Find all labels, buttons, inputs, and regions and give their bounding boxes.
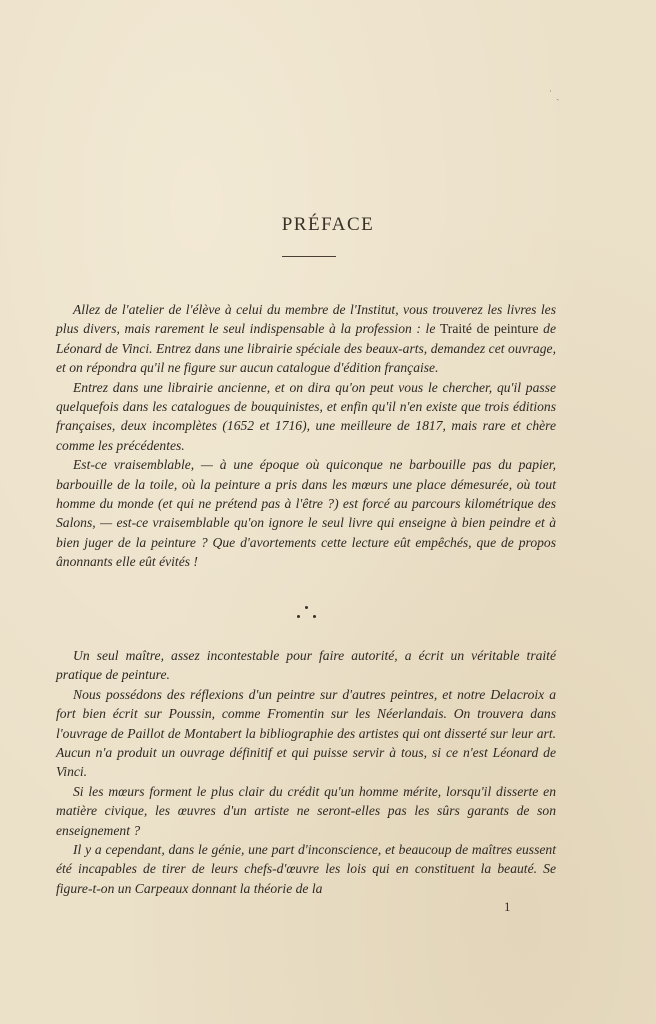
paragraph-6: Si les mœurs forment le plus clair du crédit qu'un homme mérite, lorsqu'il disserte en matière civique, les œuvres d'un artiste ne seront-elles pas les sûrs garants de son enseignement ? (56, 783, 556, 838)
preface-block-2 (56, 646, 556, 898)
preface-block-1 (56, 300, 556, 572)
paragraph-4: Un seul maître, assez incontestable pour faire autorité, a écrit un véritable traité pratique de peinture. (56, 648, 556, 683)
paragraph-1-start: Allez de l'atelier de l'élève à celui du membre de l'Institut, vous trouverez les livres les plus divers, mais rarement le seul indispensable à la profession : le (56, 302, 556, 337)
paragraph-1 (56, 300, 556, 378)
book-title-roman: Traité de peinture (439, 321, 539, 337)
paper-specks: ˙ ˎ (548, 90, 560, 101)
section-asterism (292, 606, 322, 626)
paragraph-5: Nous possédons des réflexions d'un peintre sur d'autres peintres, et notre Delacroix a fort bien écrit sur Poussin, comme Fromentin sur les Néerlandais. On trouvera dans l'ouvrage de Paillot de Montabert la bibliographie des artistes qui ont disserté sur leur art. Aucun n'a produit un ouvrage définitif et qui puisse servir à tous, si ce n'est Léonard de Vinci. (56, 686, 556, 780)
paragraph-2: Entrez dans une librairie ancienne, et on dira qu'on peut vous le chercher, qu'il passe quelquefois dans les catalogues de bouquinistes, et enfin qu'il n'en existe que trois éditions françaises, deux incomplètes (1652 et 1716), une meilleure de 1817, mais rare et chère comme les précédentes. (56, 379, 556, 453)
title-rule (282, 256, 336, 257)
paragraph-1-end: de Léonard de Vinci. Entrez dans une librairie spéciale des beaux-arts, demandez cet ouvrage, et on répondra qu'il ne figure sur aucun catalogue d'édition française. (56, 321, 557, 376)
page-title: PRÉFACE (281, 214, 375, 235)
page-number: 1 (504, 899, 511, 914)
paragraph-7: Il y a cependant, dans le génie, une part d'inconscience, et beaucoup de maîtres eussent été incapables de tirer de leurs chefs-d'œuvre les lois qui en constituent la beauté. Se figure-t-on un Carpeaux donnant la théorie de la (56, 842, 556, 896)
paragraph-3: Est-ce vraisemblable, — à une époque où quiconque ne barbouille pas du papier, barbouille de la toile, où la peinture a pris dans les mœurs une place démesurée, où tout homme du monde (et qui ne prétend pas à l'être ?) est forcé au parcours kilométrique des Salons, — est-ce vraisemblable qu'on ignore le seul livre qui enseigne à bien peindre et à bien juger de la peinture ? Que d'avortements cette lecture eût empêchés, que de propos ânonnants elle eût évités ! (56, 457, 556, 570)
